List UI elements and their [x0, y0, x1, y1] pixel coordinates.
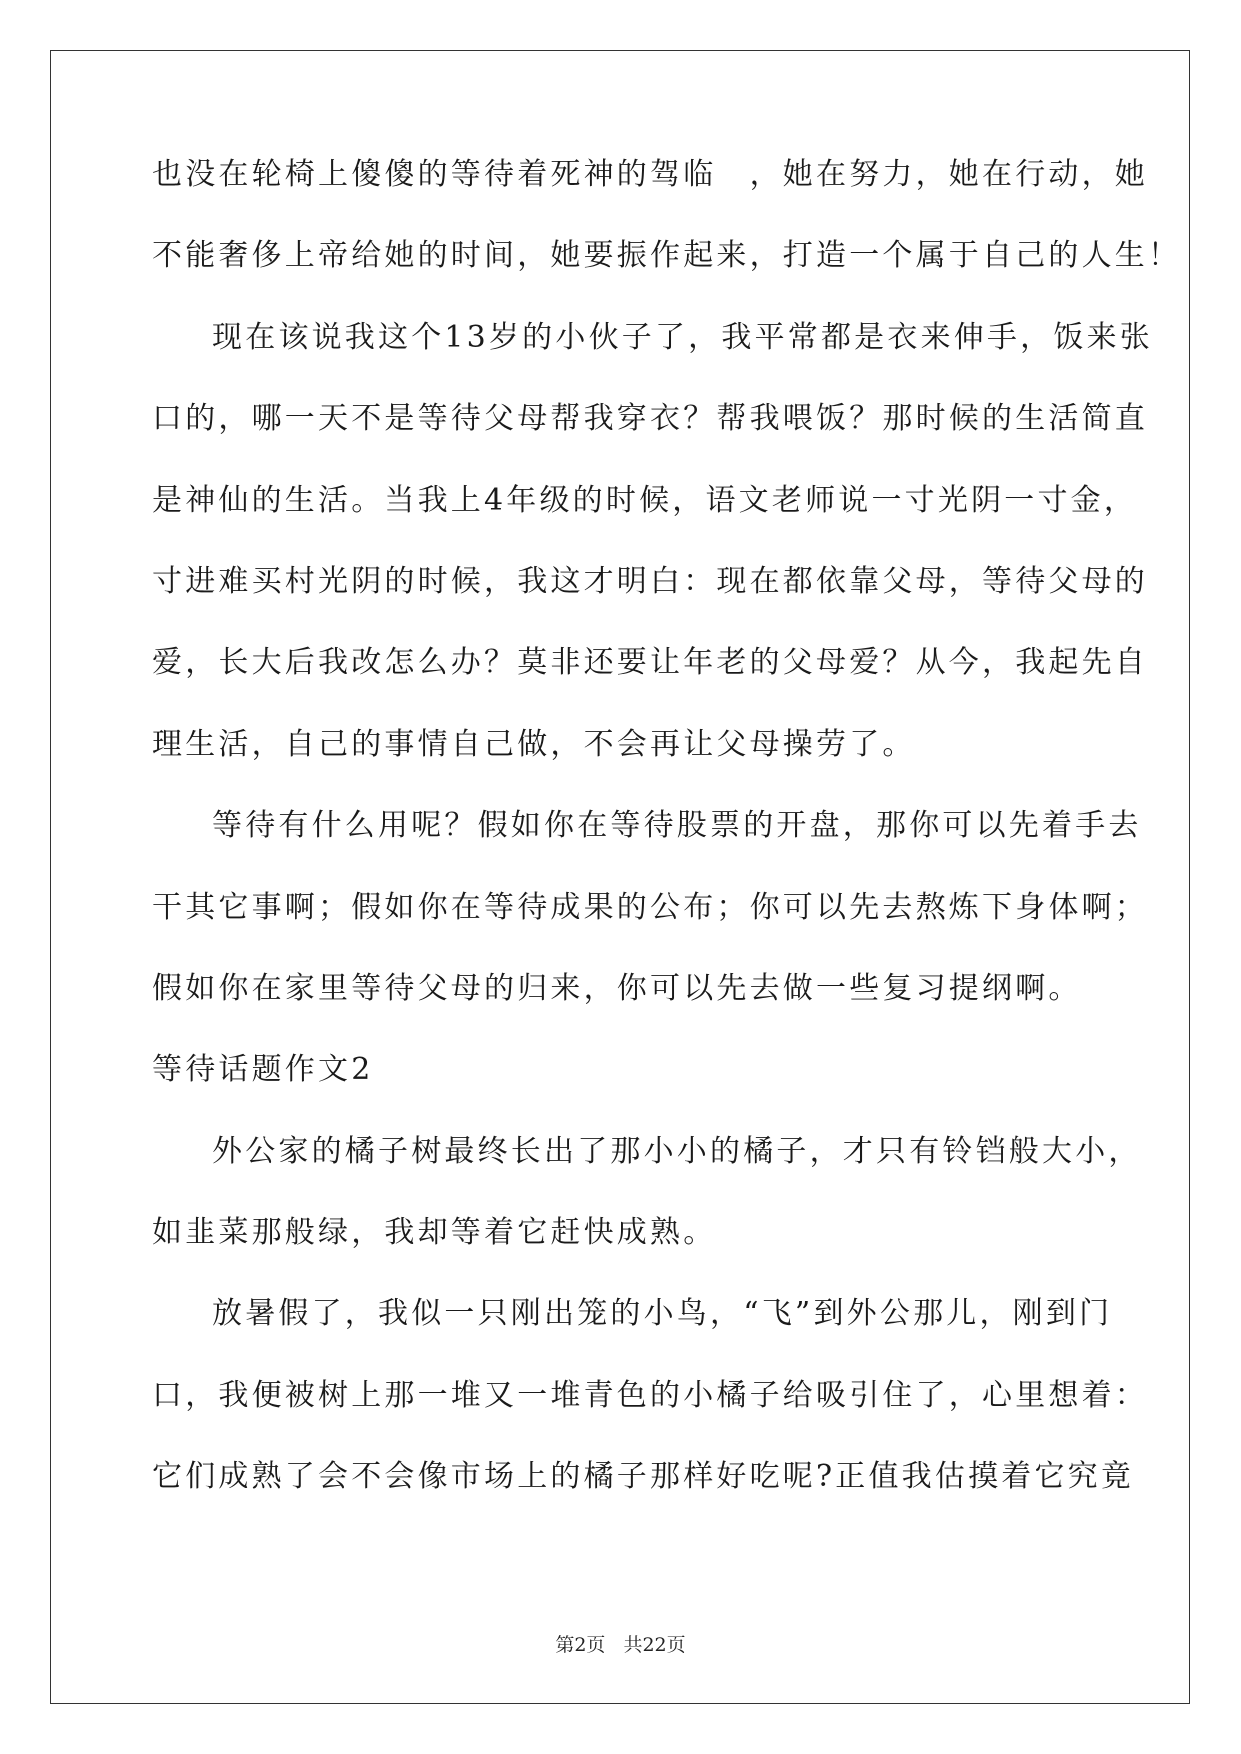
paragraph-start-line: 等待有什么用呢？假如你在等待股票的开盘，那你可以先着手去 [212, 808, 1142, 844]
text-line: 是神仙的生活。当我上4年级的时候，语文老师说一寸光阴一寸金， [152, 482, 1138, 518]
text-line: 不能奢侈上帝给她的时间，她要振作起来，打造一个属于自己的人生！ [152, 238, 1182, 274]
text-line: 如韭菜那般绿，我却等着它赶快成熟。 [152, 1215, 717, 1251]
paragraph-start-line: 外公家的橘子树最终长出了那小小的橘子，才只有铃铛般大小， [212, 1133, 1142, 1169]
paragraph-start-line: 现在该说我这个13岁的小伙子了，我平常都是衣来伸手，饭来张 [212, 319, 1153, 355]
text-line: 口，我便被树上那一堆又一堆青色的小橘子给吸引住了，心里想着： [152, 1377, 1148, 1413]
paragraph-start-line: 放暑假了，我似一只刚出笼的小鸟，“飞”到外公那儿，刚到门 [212, 1296, 1113, 1332]
text-line: 干其它事啊；假如你在等待成果的公布；你可以先去熬炼下身体啊； [152, 889, 1148, 925]
section-heading: 等待话题作文2 [152, 1052, 374, 1088]
page-number: 第2页 [555, 1634, 606, 1656]
page-footer [0, 1630, 1241, 1657]
text-line: 也没在轮椅上傻傻的等待着死神的驾临 ，她在努力，她在行动，她 [152, 157, 1148, 192]
document-body [152, 157, 1182, 1544]
text-line: 寸进难买村光阴的时候，我这才明白：现在都依靠父母，等待父母的 [152, 563, 1148, 599]
page-total: 共22页 [623, 1634, 686, 1656]
text-line: 假如你在家里等待父母的归来，你可以先去做一些复习提纲啊。 [152, 970, 1082, 1006]
text-line: 它们成熟了会不会像市场上的橘子那样好吃呢?正值我估摸着它究竟 [152, 1459, 1135, 1495]
text-line: 爱，长大后我改怎么办？莫非还要让年老的父母爱？从今，我起先自 [152, 645, 1148, 681]
text-line: 口的，哪一天不是等待父母帮我穿衣？帮我喂饭？那时候的生活简直 [152, 401, 1148, 437]
text-line: 理生活，自己的事情自己做，不会再让父母操劳了。 [152, 726, 916, 762]
